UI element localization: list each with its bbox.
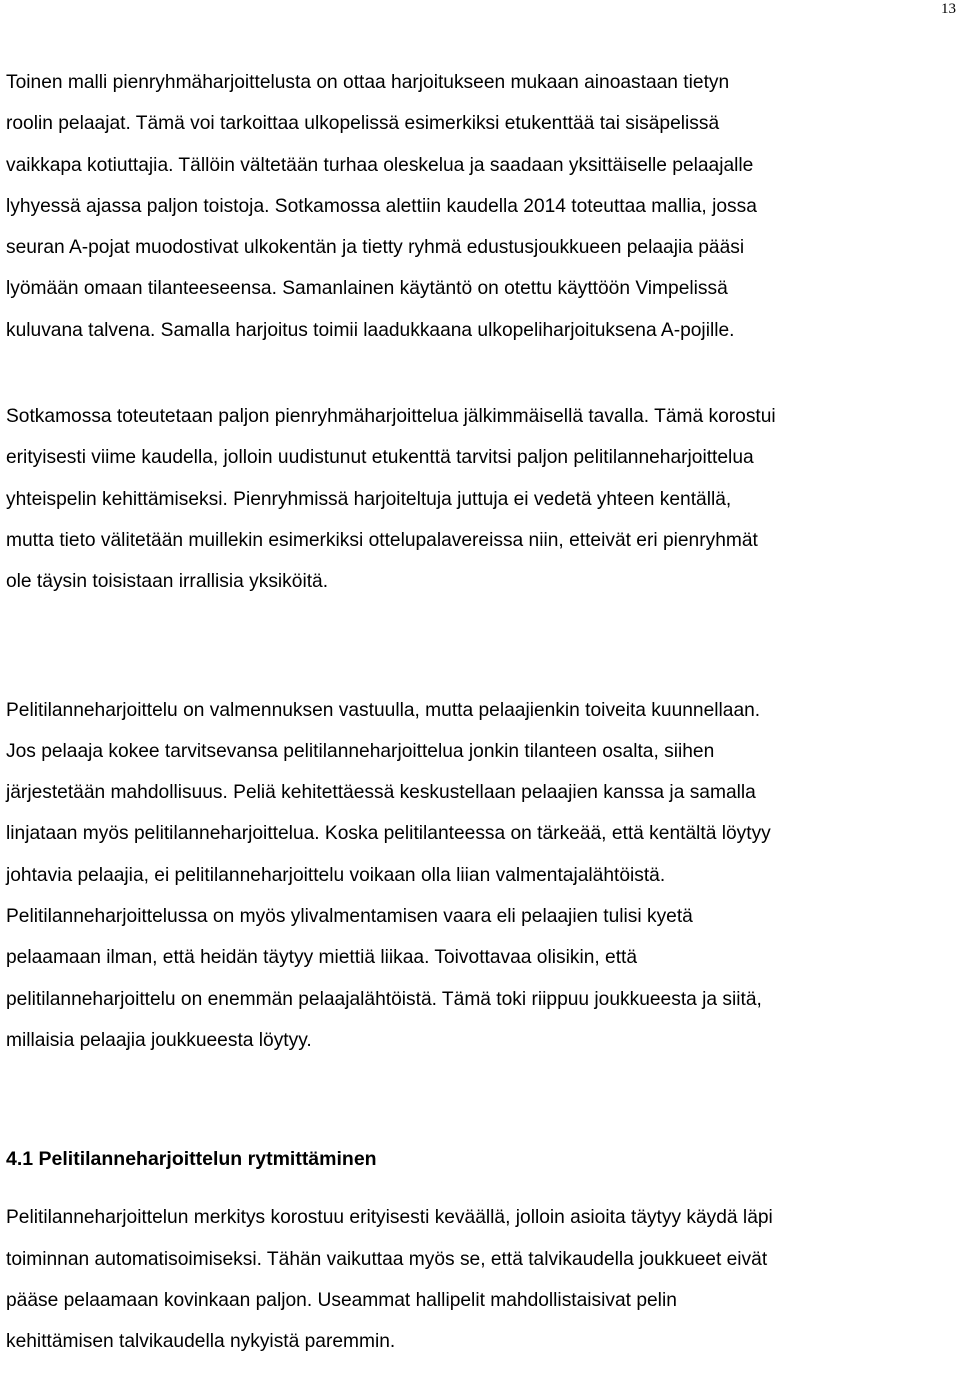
section-heading: 4.1 Pelitilanneharjoittelun rytmittäminen: [6, 1148, 377, 1171]
text-line: yhteispelin kehittämiseksi. Pienryhmissä harjoiteltuja juttuja ei vedetä yhteen kentällä,: [6, 488, 732, 510]
heading-spacer: [6, 1171, 956, 1197]
text-line: Pelitilanneharjoittelussa on myös ylivalmentamisen vaara eli pelaajien tulisi kyetä: [6, 906, 693, 928]
text-line: linjataan myös pelitilanneharjoittelua. Koska pelitilanteessa on tärkeää, että kentältä löytyy: [6, 823, 771, 845]
text-line: johtavia pelaajia, ei pelitilanneharjoittelu voikaan olla liian valmentajalähtöistä.: [6, 864, 666, 886]
text-line: Pelitilanneharjoittelun merkitys korostuu erityisesti keväällä, jolloin asioita täytyy käydä läpi: [6, 1207, 773, 1229]
paragraph-rhythm: [6, 1197, 956, 1362]
paragraph-spacer: [6, 351, 956, 396]
text-line: mutta tieto välitetään muillekin esimerkiksi ottelupalavereissa niin, etteivät eri pienryhmät: [6, 529, 758, 551]
text-line: kuluvana talvena. Samalla harjoitus toimii laadukkaana ulkopeliharjoituksena A-pojille.: [6, 319, 735, 341]
text-line: Pelitilanneharjoittelu on valmennuksen vastuulla, mutta pelaajienkin toiveita kuunnellaan.: [6, 699, 761, 721]
text-line: millaisia pelaajia joukkueesta löytyy.: [6, 1029, 312, 1051]
paragraph-sotkamo-practice: [6, 396, 956, 602]
text-line: seuran A-pojat muodostivat ulkokentän ja tietty ryhmä edustusjoukkueen pelaajia pääsi: [6, 237, 745, 259]
text-line: lyömään omaan tilanteeseensa. Samanlainen käytäntö on otettu käyttöön Vimpelissä: [6, 278, 728, 300]
text-line: pelitilanneharjoittelu on enemmän pelaajalähtöistä. Tämä toki riippuu joukkueesta ja siitä,: [6, 988, 762, 1010]
text-line: Jos pelaaja kokee tarvitsevansa pelitilanneharjoittelua jonkin tilanteen osalta, siihen: [6, 740, 715, 762]
text-line: ole täysin toisistaan irrallisia yksiköitä.: [6, 571, 329, 593]
text-line: järjestetään mahdollisuus. Peliä kehitettäessä keskustellaan pelaajien kanssa ja samalla: [6, 782, 756, 804]
paragraph-spacer: [6, 1061, 956, 1147]
text-line: kehittämisen talvikaudella nykyistä paremmin.: [6, 1331, 396, 1353]
text-line: erityisesti viime kaudella, jolloin uudistunut etukenttä tarvitsi paljon pelitilanneharjoittelua: [6, 447, 754, 469]
paragraph-game-situation-training: [6, 690, 956, 1062]
document-body: [6, 62, 956, 1362]
page-number: 13: [941, 1, 956, 17]
text-line: pääse pelaamaan kovinkaan paljon. Useammat hallipelit mahdollistaisivat pelin: [6, 1289, 677, 1311]
text-line: lyhyessä ajassa paljon toistoja. Sotkamossa alettiin kaudella 2014 toteuttaa mallia, jossa: [6, 195, 757, 217]
text-line: vaikkapa kotiuttajia. Tällöin vältetään turhaa oleskelua ja saadaan yksittäiselle pelaajalle: [6, 154, 754, 176]
text-line: Sotkamossa toteutetaan paljon pienryhmäharjoittelua jälkimmäisellä tavalla. Tämä korostui: [6, 406, 776, 428]
paragraph-spacer: [6, 603, 956, 690]
text-line: toiminnan automatisoimiseksi. Tähän vaikuttaa myös se, että talvikaudella joukkueet eivät: [6, 1248, 768, 1270]
text-line: Toinen malli pienryhmäharjoittelusta on ottaa harjoitukseen mukaan ainoastaan tietyn: [6, 72, 730, 93]
paragraph-small-group-training: [6, 62, 956, 351]
text-line: roolin pelaajat. Tämä voi tarkoittaa ulkopelissä esimerkiksi etukenttää tai sisäpelissä: [6, 113, 720, 135]
text-line: pelaamaan ilman, että heidän täytyy miettiä liikaa. Toivottavaa olisikin, että: [6, 947, 638, 969]
